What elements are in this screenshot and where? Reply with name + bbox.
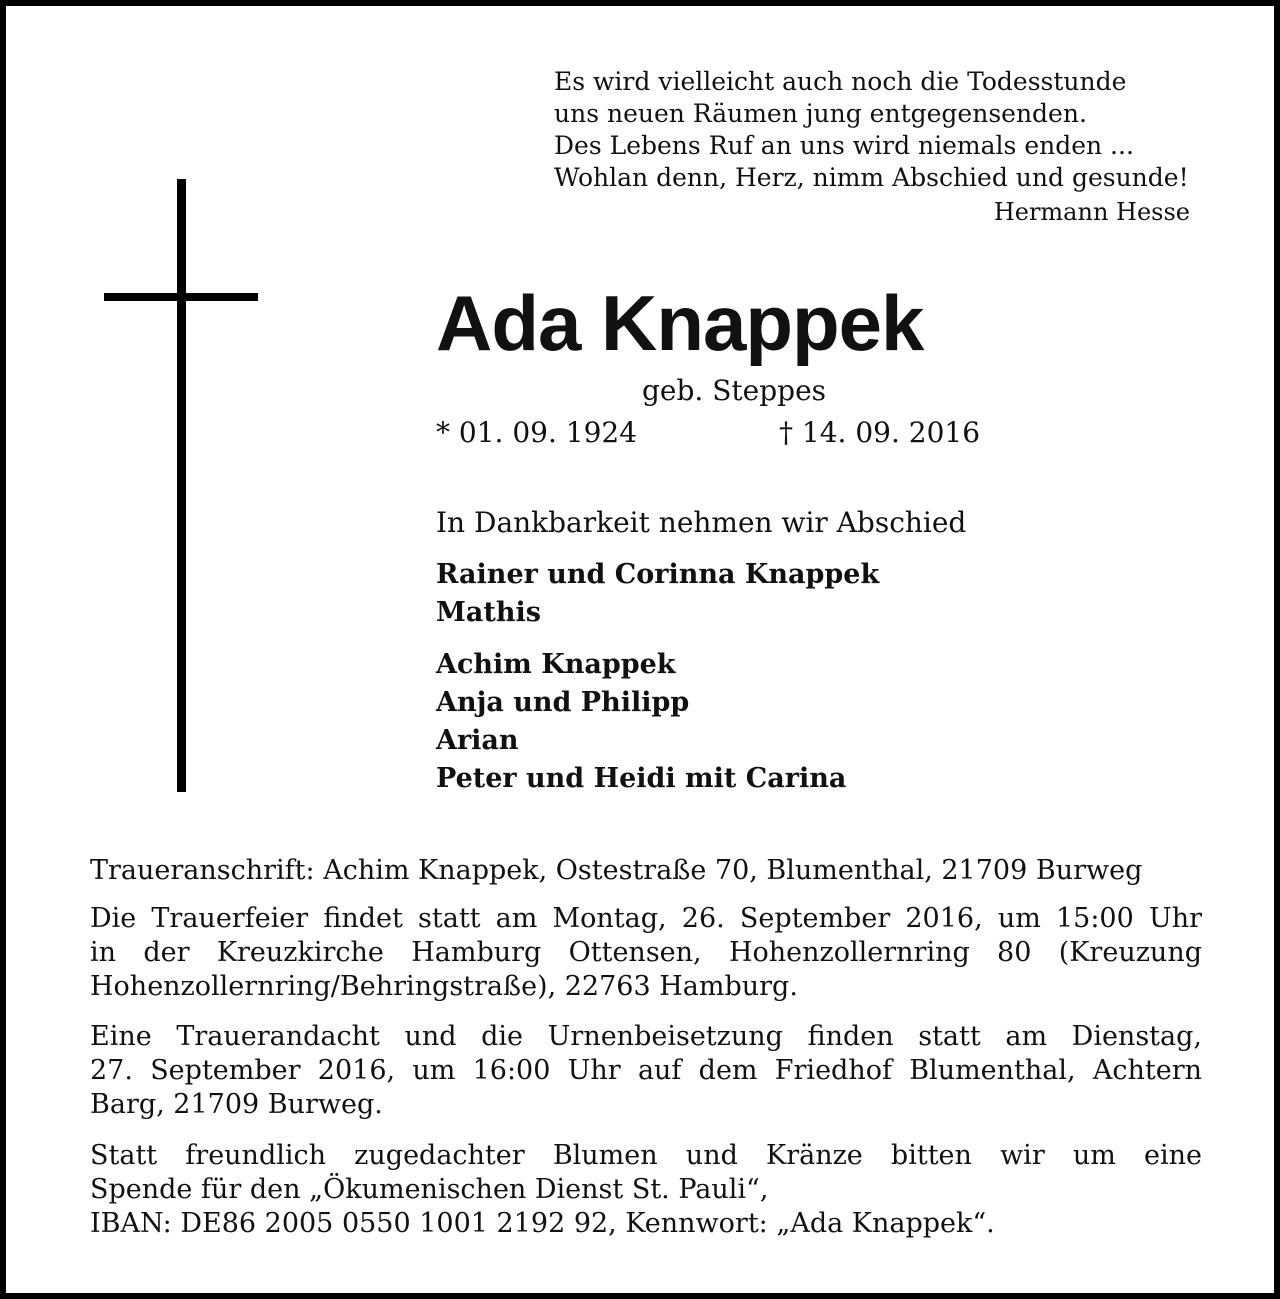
mourner-name: Achim Knappek [436, 649, 676, 680]
mourner-name: Anja und Philipp [436, 687, 690, 718]
mourner-group [436, 556, 879, 632]
paragraph-line: Eine Trauerandacht und die Urnenbeisetzung finden statt am Dienstag, [90, 1021, 1202, 1052]
farewell-line: In Dankbarkeit nehmen wir Abschied [436, 506, 967, 539]
mourning-address: Traueranschrift: Achim Knappek, Ostestraße 70, Blumenthal, 21709 Burweg [90, 855, 1143, 886]
birth-date: * 01. 09. 1924 [436, 416, 638, 449]
poem-line: uns neuen Räumen jung entgegensenden. [554, 99, 1087, 128]
poem [554, 66, 1214, 194]
paragraph-line: Statt freundlich zugedachter Blumen und Kränze bitten wir um eine [90, 1140, 1202, 1171]
paragraph-line: in der Kreuzkirche Hamburg Ottensen, Hohenzollernring 80 (Kreuzung [90, 937, 1202, 968]
paragraph-line: Barg, 21709 Burweg. [90, 1089, 383, 1120]
funeral-service-paragraph [90, 902, 1202, 1004]
paragraph-line: 27. September 2016, um 16:00 Uhr auf dem Friedhof Blumenthal, Achtern [90, 1055, 1202, 1086]
poem-line: Es wird vielleicht auch noch die Todesstunde [554, 67, 1127, 96]
cross-vertical-bar [177, 179, 186, 792]
paragraph-line: Die Trauerfeier findet statt am Montag, 26. September 2016, um 15:00 Uhr [90, 903, 1202, 934]
poem-line: Wohlan denn, Herz, nimm Abschied und gesunde! [554, 163, 1189, 192]
paragraph-line: Spende für den „Ökumenischen Dienst St. Pauli“, [90, 1174, 769, 1205]
deceased-name: Ada Knappek [436, 279, 924, 367]
maiden-name: geb. Steppes [642, 374, 827, 407]
mourner-name: Peter und Heidi mit Carina [436, 763, 847, 794]
mourner-name: Arian [436, 725, 519, 756]
paragraph-line: Hohenzollernring/Behringstraße), 22763 Hamburg. [90, 971, 798, 1002]
poem-line: Des Lebens Ruf an uns wird niemals enden ... [554, 131, 1134, 160]
death-date: † 14. 09. 2016 [779, 416, 981, 449]
burial-paragraph [90, 1020, 1202, 1122]
mourner-name: Rainer und Corinna Knappek [436, 559, 880, 590]
paragraph-line: IBAN: DE86 2005 0550 1001 2192 92, Kennwort: „Ada Knappek“. [90, 1208, 995, 1239]
mourner-group [436, 646, 879, 798]
donation-paragraph [90, 1139, 1202, 1241]
mourners-list [436, 556, 879, 812]
mourner-name: Mathis [436, 597, 541, 628]
poem-author: Hermann Hesse [993, 198, 1190, 226]
cross-horizontal-bar [104, 293, 258, 301]
